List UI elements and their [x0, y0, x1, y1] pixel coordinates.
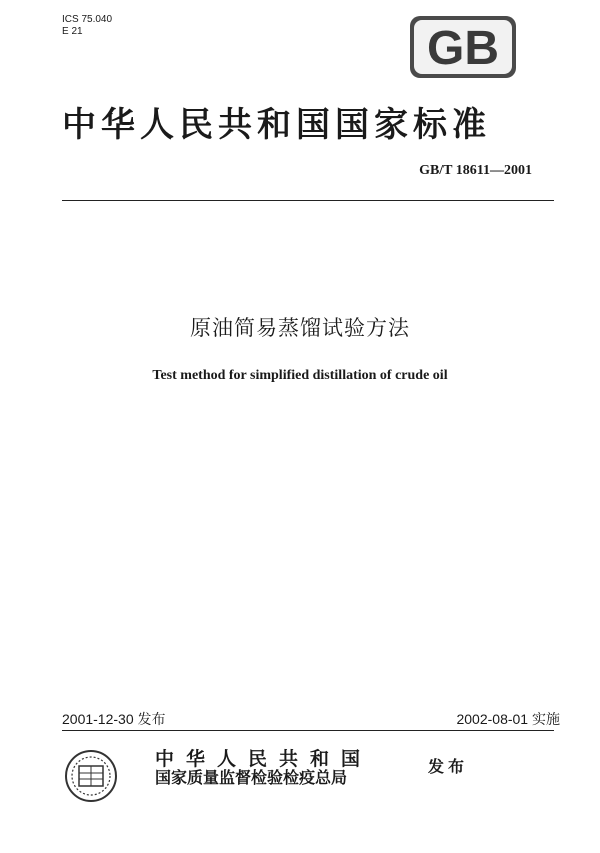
ics-code: ICS 75.040: [62, 14, 113, 25]
gb-logo-icon: [408, 14, 518, 80]
publish-label: 发布: [428, 757, 469, 776]
publisher-line-2: 国家质量监督检验检疫总局: [155, 768, 348, 787]
standard-title: 中华人民共和国国家标准: [62, 105, 491, 145]
classification-block: [62, 14, 112, 38]
category-code: E 21: [62, 26, 83, 37]
implement-date: 2002-08-01 实施: [456, 711, 560, 727]
logo-text: GB: [427, 22, 499, 75]
document-title-en: Test method for simplified distillation of crude oil: [152, 368, 448, 383]
header-divider: [62, 200, 554, 201]
publisher-line-1: 中华人民共和国: [155, 748, 373, 770]
footer-divider: [62, 730, 554, 731]
standard-number: GB/T 18611—2001: [419, 163, 532, 178]
publisher-seal-icon: [64, 749, 118, 803]
issue-date: 2001-12-30 发布: [62, 711, 166, 727]
document-title-cn: 原油简易蒸馏试验方法: [190, 316, 410, 340]
